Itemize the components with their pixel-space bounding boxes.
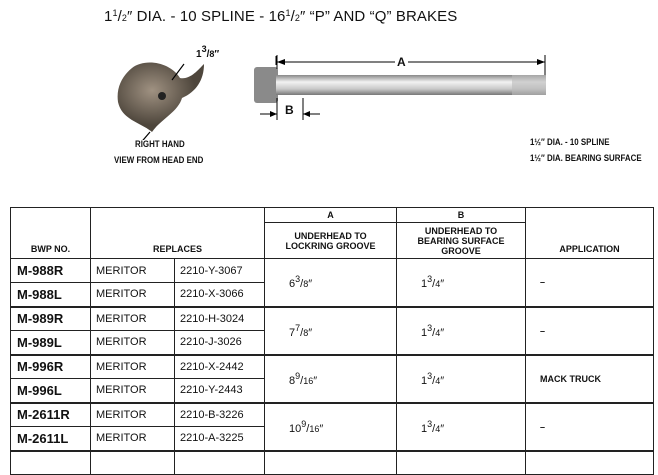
replaces-part: 2210-Y-2443 (175, 379, 265, 403)
replaces-part: 2210-Y-3067 (175, 259, 265, 283)
replaces-brand: MERITOR (91, 259, 175, 283)
replaces-part: 2210-A-3225 (175, 427, 265, 451)
cam-caption-2: VIEW FROM HEAD END (114, 155, 204, 165)
replaces-brand: MERITOR (91, 283, 175, 307)
header-b: B (397, 208, 526, 223)
header-bwp: BWP NO. (11, 208, 91, 259)
bwp-number: M-996L (11, 379, 91, 403)
bwp-number: M-988L (11, 283, 91, 307)
replaces-brand: MERITOR (91, 307, 175, 331)
header-b-desc: UNDERHEAD TO BEARING SURFACE GROOVE (397, 223, 526, 259)
cam-caption-1: RIGHT HAND (135, 139, 185, 149)
table-row (11, 403, 654, 427)
replaces-brand: MERITOR (91, 331, 175, 355)
dimension-b-value: $1^3/4''$ (397, 355, 526, 403)
replaces-brand: MERITOR (91, 379, 175, 403)
replaces-brand: MERITOR (91, 355, 175, 379)
dimension-a-label: A (397, 55, 406, 69)
page-title: $1^1/2''$ DIA. - 10 SPLINE - $16^1/2''$ “P” AND “Q” BRAKES (104, 8, 458, 25)
bwp-number: M-2611R (11, 403, 91, 427)
parts-table (10, 207, 654, 475)
table-row (11, 355, 654, 379)
shaft-note-bearing: 1½″ DIA. BEARING SURFACE (530, 153, 642, 163)
header-replaces: REPLACES (91, 208, 265, 259)
dimension-b-value: $1^3/4''$ (397, 403, 526, 451)
application-value: MACK TRUCK (526, 355, 654, 403)
bwp-number: M-989L (11, 331, 91, 355)
dimension-b-value: $1^3/4''$ (397, 307, 526, 355)
application-value: – (526, 307, 654, 355)
replaces-part: 2210-J-3026 (175, 331, 265, 355)
header-a: A (265, 208, 397, 223)
application-value: – (526, 259, 654, 307)
dimension-a-value: $7^7/8''$ (265, 307, 397, 355)
header-application: APPLICATION (526, 208, 654, 259)
dimension-a-arrow (270, 55, 552, 75)
dimension-a-value: $10^9/16''$ (265, 403, 397, 451)
bwp-number: M-2611L (11, 427, 91, 451)
bwp-number: M-988R (11, 259, 91, 283)
replaces-part: 2210-X-3066 (175, 283, 265, 307)
bwp-number: M-996R (11, 355, 91, 379)
table-row (11, 259, 654, 283)
dimension-a-value: $8^9/16''$ (265, 355, 397, 403)
header-a-desc: UNDERHEAD TO LOCKRING GROOVE (265, 223, 397, 259)
replaces-part: 2210-H-3024 (175, 307, 265, 331)
application-value: – (526, 403, 654, 451)
dimension-b-value: $1^3/4''$ (397, 259, 526, 307)
replaces-part: 2210-X-2442 (175, 355, 265, 379)
replaces-part: 2210-B-3226 (175, 403, 265, 427)
bwp-number: M-989R (11, 307, 91, 331)
dimension-a-value: $6^3/8''$ (265, 259, 397, 307)
replaces-brand: MERITOR (91, 427, 175, 451)
cam-dimension-label: 13/8″ (196, 44, 220, 60)
shaft-note-spline: 1½″ DIA. - 10 SPLINE (530, 137, 610, 147)
table-row (11, 307, 654, 331)
dimension-b-label: B (285, 103, 294, 117)
replaces-brand: MERITOR (91, 403, 175, 427)
